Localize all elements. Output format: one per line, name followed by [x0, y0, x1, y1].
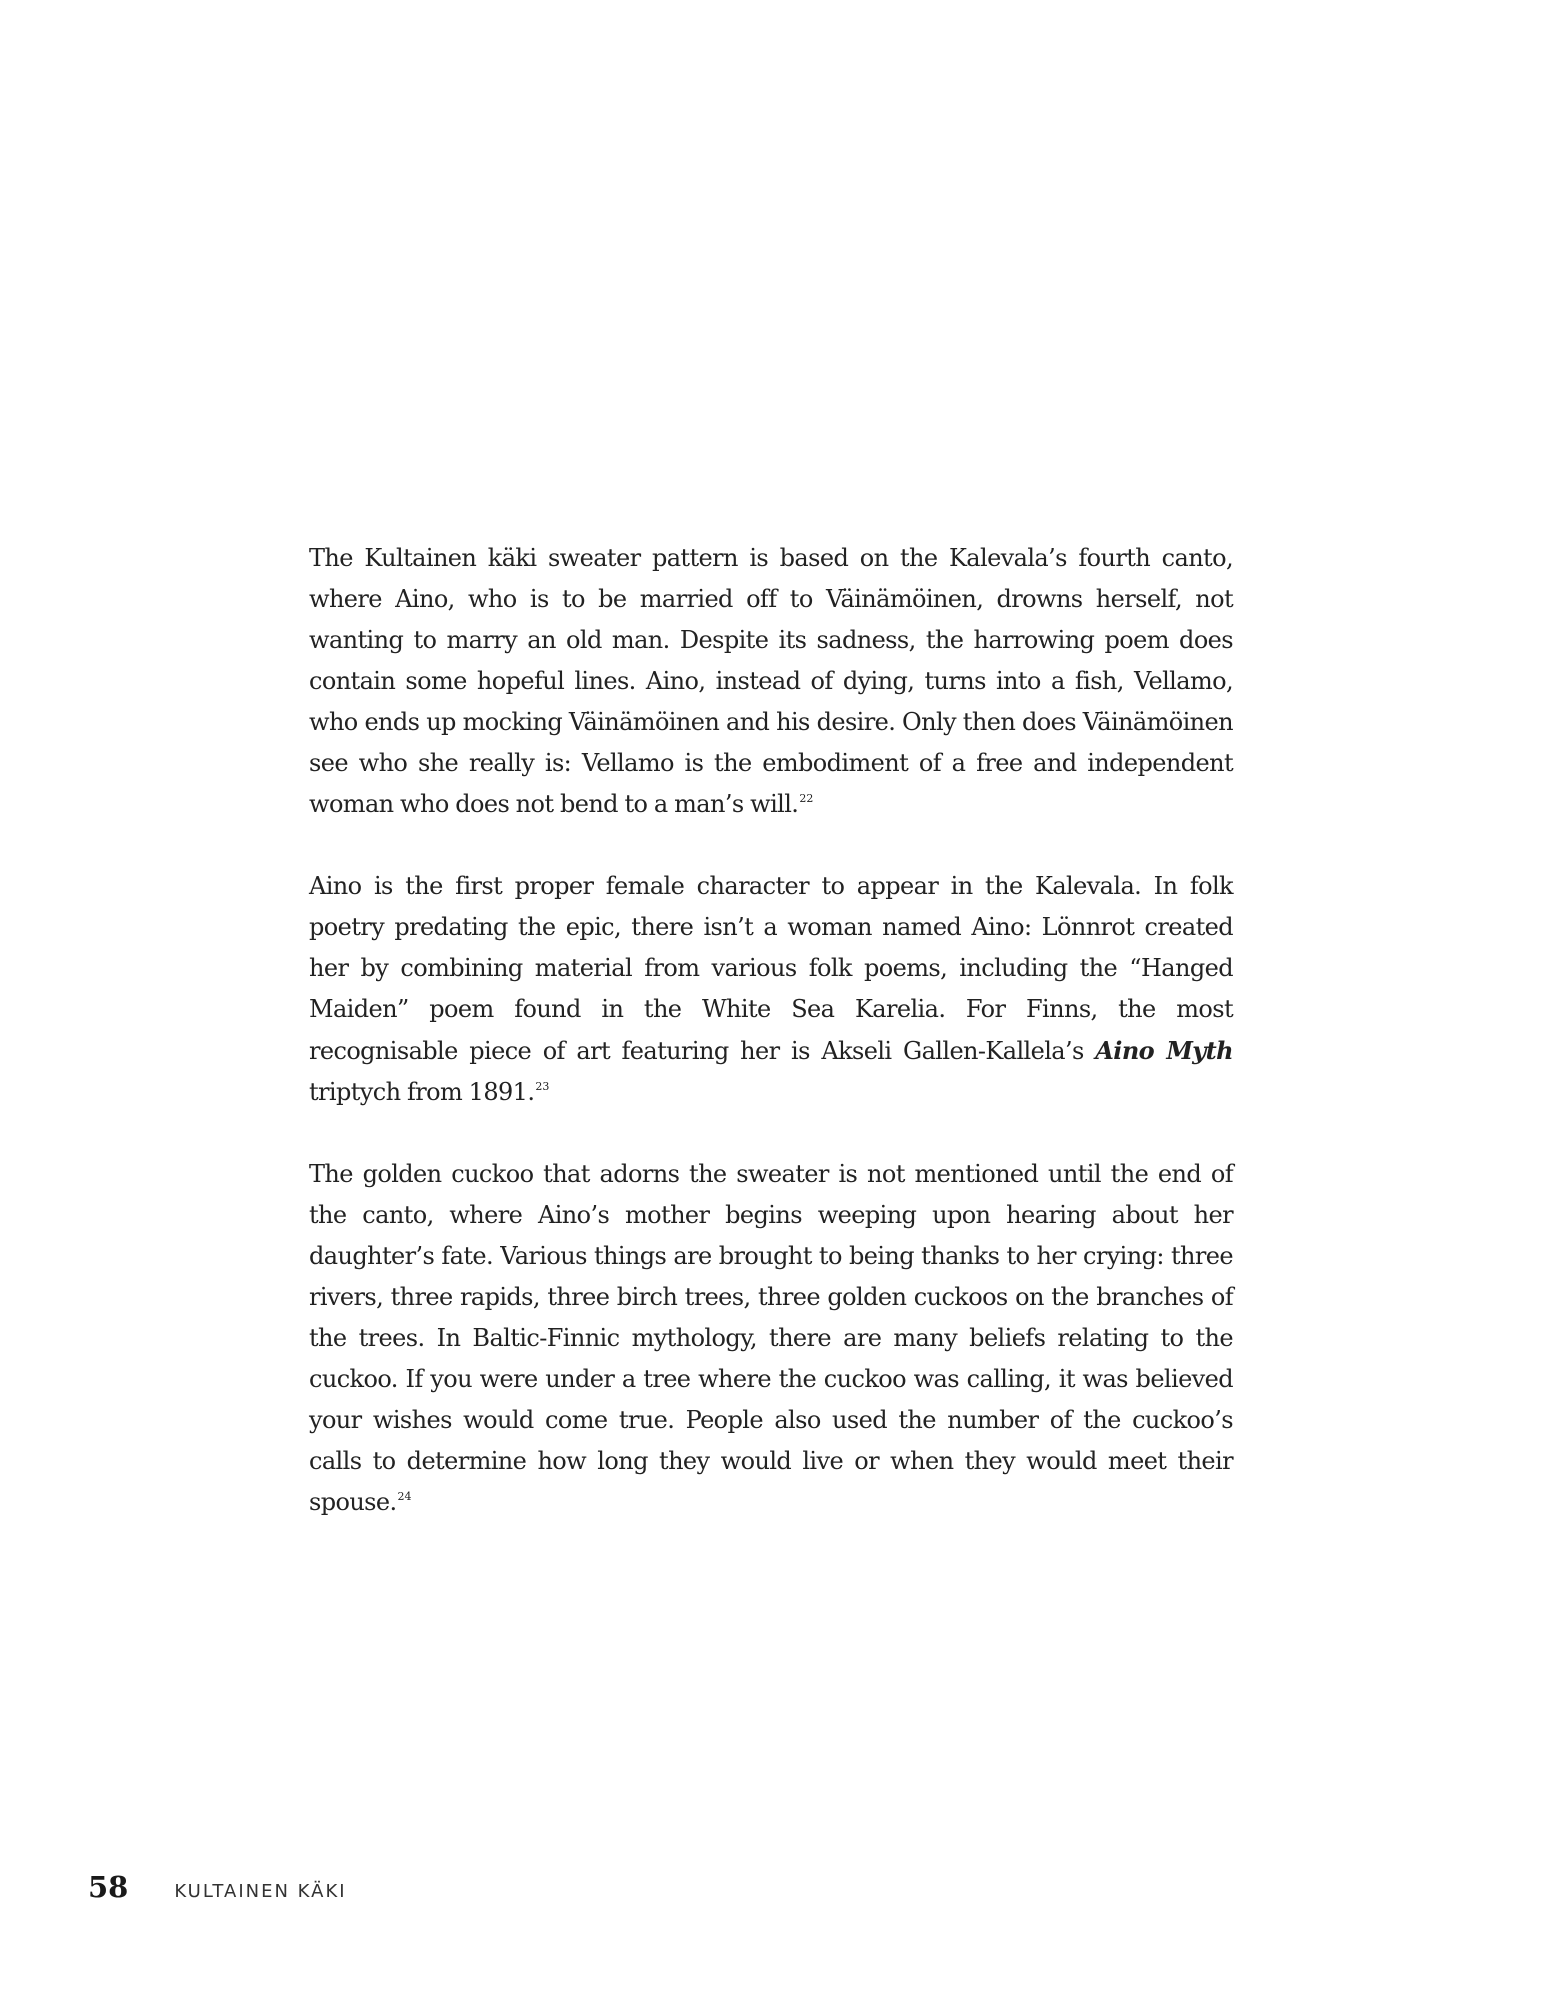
page-number: 58 — [88, 1870, 129, 1904]
footnote-ref-23: 23 — [535, 1080, 550, 1094]
running-head: KULTAINEN KÄKI — [174, 1881, 347, 1902]
paragraph-2-text-after: triptych from 1891. — [309, 1078, 535, 1106]
paragraph-1-text: The Kultainen käki sweater pattern is based on the Kalevala’s fourth canto, where Aino, who is to be married off to Väinämöinen, drowns herself, not wanting to marry an old man. Despite its sadness, the harrowing poem does contain some hopeful lines. Aino, instead of dying, turns into a fish, Vellamo, who ends up mocking Väinämöinen and his desire. Only then does Väinämöinen see who she really is: Vellamo is the embodiment of a free and independent woman who does not bend to a man’s will. — [309, 544, 1233, 818]
paragraph-1 — [309, 538, 1233, 825]
artwork-title: Aino Myth — [1095, 1036, 1233, 1065]
paragraph-3 — [309, 1154, 1233, 1523]
paragraph-2-text-before: Aino is the first proper female character to appear in the Kalevala. In folk poetry predating the epic, there isn’t a woman named Aino: Lönnrot created her by combining material from various folk poems, including the “Hanged Maiden” poem found in the White Sea Karelia. For Finns, the most recognisable piece of art featuring her is Akseli Gallen-Kallela’s — [309, 872, 1233, 1065]
body-text — [309, 538, 1233, 1523]
paragraph-3-text: The golden cuckoo that adorns the sweater is not mentioned until the end of the canto, where Aino’s mother begins weeping upon hearing about her daughter’s fate. Various things are brought to being thanks to her crying: three rivers, three rapids, three birch trees, three golden cuckoos on the branches of the trees. In Baltic-Finnic mythology, there are many beliefs relating to the cuckoo. If you were under a tree where the cuckoo was calling, it was believed your wishes would come true. People also used the number of the cuckoo’s calls to determine how long they would live or when they would meet their spouse. — [309, 1160, 1233, 1516]
page-footer — [88, 1870, 347, 1904]
footnote-ref-22: 22 — [799, 792, 814, 806]
footnote-ref-24: 24 — [397, 1490, 412, 1504]
paragraph-2 — [309, 866, 1233, 1113]
